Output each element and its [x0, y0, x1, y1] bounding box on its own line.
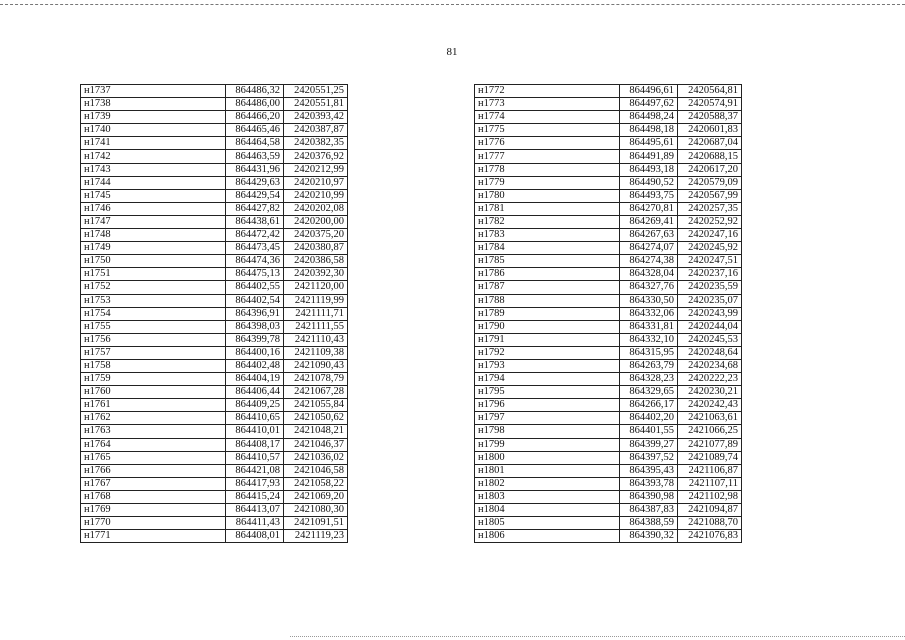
table-row — [81, 530, 348, 543]
x-coordinate-cell: 864402,48 — [226, 359, 284, 372]
table-row — [475, 189, 742, 202]
table-row — [475, 438, 742, 451]
y-coordinate-cell: 2421048,21 — [284, 425, 348, 438]
table-row — [475, 255, 742, 268]
table-row — [81, 359, 348, 372]
x-coordinate-cell: 864431,96 — [226, 163, 284, 176]
point-id-cell: н1799 — [475, 438, 620, 451]
point-id-cell: н1778 — [475, 163, 620, 176]
point-id-cell: н1806 — [475, 530, 620, 543]
y-coordinate-cell: 2420617,20 — [678, 163, 742, 176]
x-coordinate-cell: 864472,42 — [226, 229, 284, 242]
y-coordinate-cell: 2421050,62 — [284, 412, 348, 425]
y-coordinate-cell: 2421063,61 — [678, 412, 742, 425]
x-coordinate-cell: 864328,23 — [620, 373, 678, 386]
y-coordinate-cell: 2420210,97 — [284, 176, 348, 189]
x-coordinate-cell: 864274,07 — [620, 242, 678, 255]
table-row — [475, 320, 742, 333]
point-id-cell: н1745 — [81, 189, 226, 202]
x-coordinate-cell: 864401,55 — [620, 425, 678, 438]
x-coordinate-cell: 864486,00 — [226, 98, 284, 111]
y-coordinate-cell: 2421058,22 — [284, 477, 348, 490]
point-id-cell: н1760 — [81, 386, 226, 399]
x-coordinate-cell: 864410,65 — [226, 412, 284, 425]
x-coordinate-cell: 864410,57 — [226, 451, 284, 464]
y-coordinate-cell: 2420386,58 — [284, 255, 348, 268]
y-coordinate-cell: 2420242,43 — [678, 399, 742, 412]
y-coordinate-cell: 2421109,38 — [284, 346, 348, 359]
y-coordinate-cell: 2420574,91 — [678, 98, 742, 111]
y-coordinate-cell: 2421119,23 — [284, 530, 348, 543]
y-coordinate-cell: 2421106,87 — [678, 464, 742, 477]
x-coordinate-cell: 864393,78 — [620, 477, 678, 490]
y-coordinate-cell: 2420247,51 — [678, 255, 742, 268]
table-row — [81, 386, 348, 399]
y-coordinate-cell: 2420387,87 — [284, 124, 348, 137]
point-id-cell: н1795 — [475, 386, 620, 399]
y-coordinate-cell: 2420579,09 — [678, 176, 742, 189]
y-coordinate-cell: 2420245,92 — [678, 242, 742, 255]
point-id-cell: н1748 — [81, 229, 226, 242]
x-coordinate-cell: 864404,19 — [226, 373, 284, 386]
x-coordinate-cell: 864402,55 — [226, 281, 284, 294]
point-id-cell: н1761 — [81, 399, 226, 412]
x-coordinate-cell: 864498,24 — [620, 111, 678, 124]
x-coordinate-cell: 864402,54 — [226, 294, 284, 307]
y-coordinate-cell: 2420257,35 — [678, 202, 742, 215]
y-coordinate-cell: 2421067,28 — [284, 386, 348, 399]
x-coordinate-cell: 864267,63 — [620, 229, 678, 242]
x-coordinate-cell: 864427,82 — [226, 202, 284, 215]
x-coordinate-cell: 864438,61 — [226, 215, 284, 228]
table-row — [81, 202, 348, 215]
y-coordinate-cell: 2421094,87 — [678, 504, 742, 517]
point-id-cell: н1766 — [81, 464, 226, 477]
point-id-cell: н1770 — [81, 517, 226, 530]
y-coordinate-cell: 2420688,15 — [678, 150, 742, 163]
y-coordinate-cell: 2420392,30 — [284, 268, 348, 281]
x-coordinate-cell: 864408,01 — [226, 530, 284, 543]
x-coordinate-cell: 864269,41 — [620, 215, 678, 228]
point-id-cell: н1756 — [81, 333, 226, 346]
table-row — [81, 124, 348, 137]
point-id-cell: н1783 — [475, 229, 620, 242]
point-id-cell: н1797 — [475, 412, 620, 425]
table-row — [81, 373, 348, 386]
x-coordinate-cell: 864398,03 — [226, 320, 284, 333]
table-row — [81, 320, 348, 333]
point-id-cell: н1800 — [475, 451, 620, 464]
table-row — [475, 215, 742, 228]
x-coordinate-cell: 864331,81 — [620, 320, 678, 333]
y-coordinate-cell: 2421046,58 — [284, 464, 348, 477]
x-coordinate-cell: 864498,18 — [620, 124, 678, 137]
x-coordinate-cell: 864421,08 — [226, 464, 284, 477]
table-row — [475, 163, 742, 176]
point-id-cell: н1763 — [81, 425, 226, 438]
point-id-cell: н1775 — [475, 124, 620, 137]
y-coordinate-cell: 2421046,37 — [284, 438, 348, 451]
x-coordinate-cell: 864399,78 — [226, 333, 284, 346]
x-coordinate-cell: 864429,54 — [226, 189, 284, 202]
x-coordinate-cell: 864274,38 — [620, 255, 678, 268]
y-coordinate-cell: 2420248,64 — [678, 346, 742, 359]
y-coordinate-cell: 2420376,92 — [284, 150, 348, 163]
y-coordinate-cell: 2421111,55 — [284, 320, 348, 333]
point-id-cell: н1782 — [475, 215, 620, 228]
point-id-cell: н1804 — [475, 504, 620, 517]
y-coordinate-cell: 2420245,53 — [678, 333, 742, 346]
table-row — [81, 85, 348, 98]
y-coordinate-cell: 2421107,11 — [678, 477, 742, 490]
table-row — [475, 150, 742, 163]
table-row — [475, 359, 742, 372]
y-coordinate-cell: 2420567,99 — [678, 189, 742, 202]
y-coordinate-cell: 2421069,20 — [284, 490, 348, 503]
x-coordinate-cell: 864388,59 — [620, 517, 678, 530]
point-id-cell: н1743 — [81, 163, 226, 176]
point-id-cell: н1791 — [475, 333, 620, 346]
point-id-cell: н1785 — [475, 255, 620, 268]
table-row — [81, 307, 348, 320]
page-number: 81 — [446, 46, 458, 58]
x-coordinate-cell: 864263,79 — [620, 359, 678, 372]
point-id-cell: н1755 — [81, 320, 226, 333]
point-id-cell: н1753 — [81, 294, 226, 307]
point-id-cell: н1738 — [81, 98, 226, 111]
point-id-cell: н1767 — [81, 477, 226, 490]
table-row — [81, 215, 348, 228]
y-coordinate-cell: 2420243,99 — [678, 307, 742, 320]
x-coordinate-cell: 864465,46 — [226, 124, 284, 137]
point-id-cell: н1769 — [81, 504, 226, 517]
y-coordinate-cell: 2420247,16 — [678, 229, 742, 242]
x-coordinate-cell: 864493,18 — [620, 163, 678, 176]
x-coordinate-cell: 864390,32 — [620, 530, 678, 543]
table-row — [81, 464, 348, 477]
point-id-cell: н1742 — [81, 150, 226, 163]
table-row — [81, 137, 348, 150]
y-coordinate-cell: 2420212,99 — [284, 163, 348, 176]
table-row — [475, 137, 742, 150]
y-coordinate-cell: 2421090,43 — [284, 359, 348, 372]
x-coordinate-cell: 864496,61 — [620, 85, 678, 98]
y-coordinate-cell: 2420235,59 — [678, 281, 742, 294]
point-id-cell: н1780 — [475, 189, 620, 202]
point-id-cell: н1741 — [81, 137, 226, 150]
y-coordinate-cell: 2421102,98 — [678, 490, 742, 503]
table-row — [475, 242, 742, 255]
y-coordinate-cell: 2420382,35 — [284, 137, 348, 150]
x-coordinate-cell: 864408,17 — [226, 438, 284, 451]
x-coordinate-cell: 864390,98 — [620, 490, 678, 503]
x-coordinate-cell: 864266,17 — [620, 399, 678, 412]
y-coordinate-cell: 2420200,00 — [284, 215, 348, 228]
x-coordinate-cell: 864400,16 — [226, 346, 284, 359]
point-id-cell: н1798 — [475, 425, 620, 438]
y-coordinate-cell: 2420202,08 — [284, 202, 348, 215]
table-row — [475, 268, 742, 281]
table-row — [81, 517, 348, 530]
y-coordinate-cell: 2421080,30 — [284, 504, 348, 517]
y-coordinate-cell: 2420551,81 — [284, 98, 348, 111]
table-row — [475, 202, 742, 215]
y-coordinate-cell: 2420687,04 — [678, 137, 742, 150]
point-id-cell: н1792 — [475, 346, 620, 359]
point-id-cell: н1796 — [475, 399, 620, 412]
x-coordinate-cell: 864490,52 — [620, 176, 678, 189]
point-id-cell: н1776 — [475, 137, 620, 150]
x-coordinate-cell: 864464,58 — [226, 137, 284, 150]
point-id-cell: н1771 — [81, 530, 226, 543]
table-row — [475, 346, 742, 359]
scan-top-edge — [0, 4, 905, 5]
y-coordinate-cell: 2421120,00 — [284, 281, 348, 294]
y-coordinate-cell: 2420235,07 — [678, 294, 742, 307]
table-row — [81, 150, 348, 163]
table-row — [81, 255, 348, 268]
point-id-cell: н1790 — [475, 320, 620, 333]
table-row — [475, 504, 742, 517]
x-coordinate-cell: 864395,43 — [620, 464, 678, 477]
x-coordinate-cell: 864413,07 — [226, 504, 284, 517]
point-id-cell: н1768 — [81, 490, 226, 503]
y-coordinate-cell: 2421076,83 — [678, 530, 742, 543]
point-id-cell: н1762 — [81, 412, 226, 425]
table-row — [81, 229, 348, 242]
table-row — [81, 111, 348, 124]
coordinates-table-right — [474, 84, 742, 543]
y-coordinate-cell: 2420252,92 — [678, 215, 742, 228]
point-id-cell: н1793 — [475, 359, 620, 372]
x-coordinate-cell: 864463,59 — [226, 150, 284, 163]
y-coordinate-cell: 2421119,99 — [284, 294, 348, 307]
point-id-cell: н1765 — [81, 451, 226, 464]
coordinates-table-left — [80, 84, 348, 543]
table-row — [475, 412, 742, 425]
x-coordinate-cell: 864475,13 — [226, 268, 284, 281]
table-row — [475, 477, 742, 490]
point-id-cell: н1746 — [81, 202, 226, 215]
y-coordinate-cell: 2420551,25 — [284, 85, 348, 98]
x-coordinate-cell: 864409,25 — [226, 399, 284, 412]
point-id-cell: н1744 — [81, 176, 226, 189]
table-row — [475, 386, 742, 399]
table-row — [475, 517, 742, 530]
table-row — [81, 294, 348, 307]
x-coordinate-cell: 864328,04 — [620, 268, 678, 281]
y-coordinate-cell: 2421066,25 — [678, 425, 742, 438]
table-row — [81, 268, 348, 281]
point-id-cell: н1774 — [475, 111, 620, 124]
table-row — [81, 504, 348, 517]
x-coordinate-cell: 864429,63 — [226, 176, 284, 189]
x-coordinate-cell: 864332,10 — [620, 333, 678, 346]
table-row — [81, 490, 348, 503]
scan-bottom-edge — [290, 636, 905, 637]
table-row — [81, 98, 348, 111]
x-coordinate-cell: 864315,95 — [620, 346, 678, 359]
point-id-cell: н1802 — [475, 477, 620, 490]
y-coordinate-cell: 2421077,89 — [678, 438, 742, 451]
table-row — [475, 333, 742, 346]
x-coordinate-cell: 864410,01 — [226, 425, 284, 438]
table-row — [81, 346, 348, 359]
x-coordinate-cell: 864399,27 — [620, 438, 678, 451]
x-coordinate-cell: 864474,36 — [226, 255, 284, 268]
table-row — [81, 163, 348, 176]
point-id-cell: н1803 — [475, 490, 620, 503]
point-id-cell: н1737 — [81, 85, 226, 98]
table-row — [475, 85, 742, 98]
y-coordinate-cell: 2420230,21 — [678, 386, 742, 399]
point-id-cell: н1784 — [475, 242, 620, 255]
table-row — [475, 294, 742, 307]
table-row — [475, 530, 742, 543]
x-coordinate-cell: 864329,65 — [620, 386, 678, 399]
point-id-cell: н1754 — [81, 307, 226, 320]
table-row — [475, 176, 742, 189]
x-coordinate-cell: 864497,62 — [620, 98, 678, 111]
point-id-cell: н1787 — [475, 281, 620, 294]
y-coordinate-cell: 2421110,43 — [284, 333, 348, 346]
point-id-cell: н1750 — [81, 255, 226, 268]
table-row — [81, 189, 348, 202]
table-row — [475, 281, 742, 294]
x-coordinate-cell: 864491,89 — [620, 150, 678, 163]
x-coordinate-cell: 864493,75 — [620, 189, 678, 202]
y-coordinate-cell: 2420380,87 — [284, 242, 348, 255]
x-coordinate-cell: 864270,81 — [620, 202, 678, 215]
x-coordinate-cell: 864332,06 — [620, 307, 678, 320]
point-id-cell: н1772 — [475, 85, 620, 98]
x-coordinate-cell: 864402,20 — [620, 412, 678, 425]
point-id-cell: н1773 — [475, 98, 620, 111]
table-row — [81, 451, 348, 464]
y-coordinate-cell: 2420237,16 — [678, 268, 742, 281]
y-coordinate-cell: 2420393,42 — [284, 111, 348, 124]
y-coordinate-cell: 2421036,02 — [284, 451, 348, 464]
x-coordinate-cell: 864466,20 — [226, 111, 284, 124]
table-row — [81, 176, 348, 189]
x-coordinate-cell: 864495,61 — [620, 137, 678, 150]
table-row — [81, 281, 348, 294]
point-id-cell: н1749 — [81, 242, 226, 255]
table-row — [475, 229, 742, 242]
table-row — [81, 412, 348, 425]
table-row — [475, 124, 742, 137]
point-id-cell: н1758 — [81, 359, 226, 372]
x-coordinate-cell: 864387,83 — [620, 504, 678, 517]
table-row — [475, 307, 742, 320]
point-id-cell: н1788 — [475, 294, 620, 307]
point-id-cell: н1764 — [81, 438, 226, 451]
table-row — [81, 399, 348, 412]
x-coordinate-cell: 864327,76 — [620, 281, 678, 294]
x-coordinate-cell: 864486,32 — [226, 85, 284, 98]
table-row — [81, 333, 348, 346]
y-coordinate-cell: 2420601,83 — [678, 124, 742, 137]
x-coordinate-cell: 864473,45 — [226, 242, 284, 255]
y-coordinate-cell: 2421055,84 — [284, 399, 348, 412]
y-coordinate-cell: 2421089,74 — [678, 451, 742, 464]
point-id-cell: н1805 — [475, 517, 620, 530]
table-row — [81, 438, 348, 451]
y-coordinate-cell: 2420222,23 — [678, 373, 742, 386]
y-coordinate-cell: 2421091,51 — [284, 517, 348, 530]
table-row — [81, 242, 348, 255]
table-row — [475, 451, 742, 464]
table-row — [475, 425, 742, 438]
y-coordinate-cell: 2420234,68 — [678, 359, 742, 372]
table-row — [81, 477, 348, 490]
y-coordinate-cell: 2420210,99 — [284, 189, 348, 202]
point-id-cell: н1781 — [475, 202, 620, 215]
point-id-cell: н1794 — [475, 373, 620, 386]
point-id-cell: н1740 — [81, 124, 226, 137]
x-coordinate-cell: 864415,24 — [226, 490, 284, 503]
x-coordinate-cell: 864396,91 — [226, 307, 284, 320]
table-row — [475, 373, 742, 386]
table-row — [475, 399, 742, 412]
y-coordinate-cell: 2420588,37 — [678, 111, 742, 124]
point-id-cell: н1801 — [475, 464, 620, 477]
y-coordinate-cell: 2421078,79 — [284, 373, 348, 386]
point-id-cell: н1752 — [81, 281, 226, 294]
x-coordinate-cell: 864397,52 — [620, 451, 678, 464]
x-coordinate-cell: 864406,44 — [226, 386, 284, 399]
point-id-cell: н1739 — [81, 111, 226, 124]
y-coordinate-cell: 2421111,71 — [284, 307, 348, 320]
y-coordinate-cell: 2420244,04 — [678, 320, 742, 333]
x-coordinate-cell: 864417,93 — [226, 477, 284, 490]
table-row — [475, 98, 742, 111]
point-id-cell: н1779 — [475, 176, 620, 189]
x-coordinate-cell: 864411,43 — [226, 517, 284, 530]
table-row — [475, 490, 742, 503]
y-coordinate-cell: 2421088,70 — [678, 517, 742, 530]
point-id-cell: н1751 — [81, 268, 226, 281]
point-id-cell: н1777 — [475, 150, 620, 163]
table-row — [475, 464, 742, 477]
point-id-cell: н1786 — [475, 268, 620, 281]
point-id-cell: н1757 — [81, 346, 226, 359]
x-coordinate-cell: 864330,50 — [620, 294, 678, 307]
point-id-cell: н1759 — [81, 373, 226, 386]
y-coordinate-cell: 2420375,20 — [284, 229, 348, 242]
table-row — [81, 425, 348, 438]
y-coordinate-cell: 2420564,81 — [678, 85, 742, 98]
point-id-cell: н1747 — [81, 215, 226, 228]
point-id-cell: н1789 — [475, 307, 620, 320]
table-row — [475, 111, 742, 124]
